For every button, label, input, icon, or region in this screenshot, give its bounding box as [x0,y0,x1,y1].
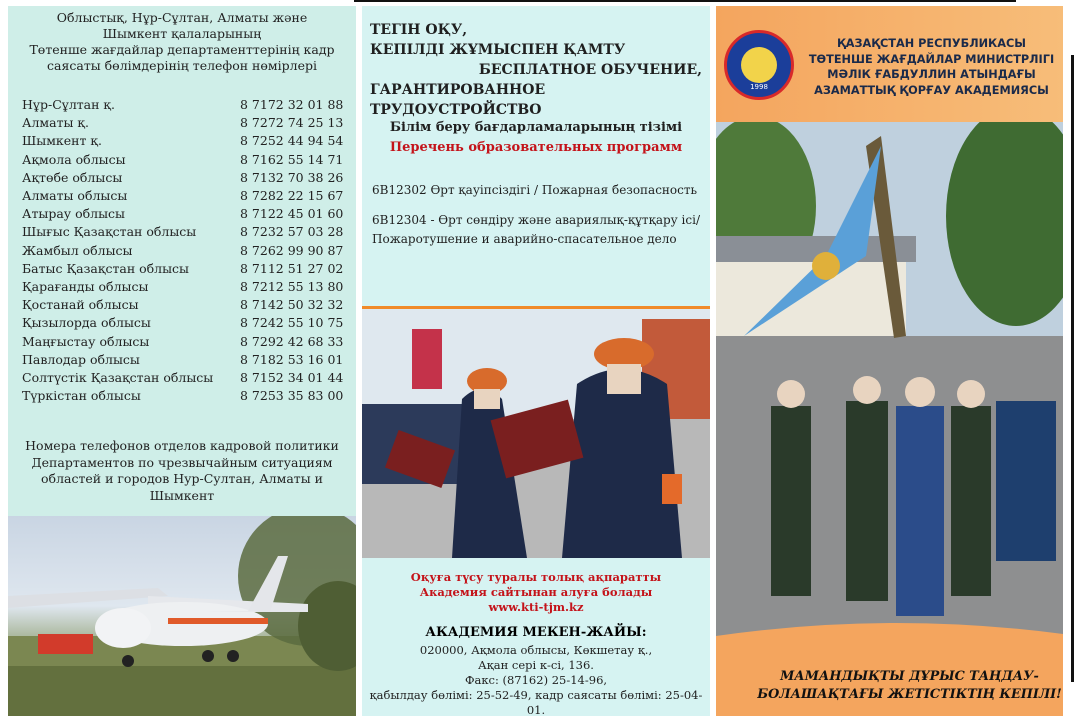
fax-line: Факс: (87162) 25-14-96, [464,673,608,687]
contact-panel [362,558,710,716]
phone-row [22,260,343,278]
programs-heading-ru: Перечень образовательных программ [389,140,683,155]
phone-row [22,351,343,369]
region-name: Атырау облысы [22,206,126,222]
title-kz-line: ТЕГІН ОҚУ, [370,22,468,38]
address-line: 020000, Ақмола облысы, Көкшетау қ., [419,643,653,657]
region-name: Батыс Қазақстан облысы [22,260,190,276]
region-name: Солтүстік Қазақстан облысы [22,370,214,386]
header-line: Облыстық, Нұр-Сұлтан, Алматы және [56,10,308,25]
right-rule [1071,55,1074,682]
phone-panel-footer [8,438,356,504]
phone-row [22,169,343,187]
region-name: Қызылорда облысы [22,315,151,331]
phone-number: 8 7152 34 01 44 [240,370,344,386]
header-line: Төтенше жағдайлар департаменттерінің кадр [29,42,335,57]
phone-row [22,387,343,405]
academy-name [804,36,1059,98]
phone-number: 8 7282 22 15 67 [240,188,344,204]
info-line: Оқуға түсу туралы толық ақпаратты [410,570,662,584]
phone-row [22,205,343,223]
phone-row [22,114,343,132]
title-kz-line: КЕПІЛДІ ЖҰМЫСПЕН ҚАМТУ [370,42,626,58]
programs-panel [362,6,710,306]
phone-row [22,333,343,351]
aircraft-photo [8,516,356,716]
phone-row [22,278,343,296]
phone-number: 8 7112 51 27 02 [240,260,344,276]
academy-name-line: МӘЛІК ҒАБДУЛЛИН АТЫНДАҒЫ [827,68,1036,81]
region-name: Алматы облысы [22,188,128,204]
hr-phone-panel [8,6,356,516]
region-name: Түркістан облысы [22,388,141,404]
phone-table [22,96,343,405]
address-line: Ақан сері к-сі, 136. [478,658,594,672]
slogan [756,668,1063,716]
title-ru-line: ГАРАНТИРОВАННОЕ ТРУДОУСТРОЙСТВО [370,82,546,118]
phone-row [22,187,343,205]
phone-number: 8 7122 45 01 60 [240,206,344,222]
phone-row [22,132,343,150]
phone-number: 8 7242 55 10 75 [240,315,344,331]
departments-line: қабылдау бөлімі: 25-52-49, кадр саясаты бөлімі: 25-04-01. [369,688,703,717]
phone-number: 8 7162 55 14 71 [240,151,344,167]
footer-line: Шымкент [149,487,215,503]
emblem-year: 1998 [750,83,768,91]
phone-row [22,369,343,387]
region-name: Жамбыл облысы [22,242,133,258]
academy-name-line: ҚАЗАҚСТАН РЕСПУБЛИКАСЫ [836,37,1027,50]
footer-line: Номера телефонов отделов кадровой политики [25,438,339,453]
phone-number: 8 7232 57 03 28 [240,224,344,240]
phone-panel-header [8,6,356,74]
aircraft-illustration [8,516,356,716]
region-name: Алматы қ. [22,115,89,131]
academy-emblem-icon [724,30,794,100]
phone-row [22,314,343,332]
phone-number: 8 7212 55 13 80 [240,279,344,295]
slogan-line: МАМАНДЫҚТЫ ДҰРЫС ТАҢДАУ- [780,669,1039,684]
region-name: Шығыс Қазақстан облысы [22,224,197,240]
region-name: Павлодар облысы [22,351,140,367]
footer-line: Департаментов по чрезвычайным ситуациям [31,454,333,470]
phone-row [22,296,343,314]
phone-row [22,242,343,260]
info-line: Академия сайтынан алуға болады [419,585,653,599]
phone-number: 8 7172 32 01 88 [240,97,344,112]
footer-line: областей и городов Нур-Султан, Алматы и [41,471,323,486]
program-item: 6В12302 Өрт қауіпсіздігі / Пожарная безопасность [372,183,698,197]
academy-cover-panel [716,6,1063,716]
title-kz [370,20,625,60]
website-link[interactable]: www.kti-tjm.kz [488,600,584,614]
phone-row [22,223,343,241]
academy-name-line: ТӨТЕНШЕ ЖАҒДАЙЛАР МИНИСТРЛІГІ [808,52,1055,66]
region-name: Нұр-Сұлтан қ. [22,97,115,112]
phone-number: 8 7272 74 25 13 [240,115,344,131]
region-name: Қостанай облысы [22,297,139,313]
academy-name-line: АЗАМАТТЫҚ ҚОРҒАУ АКАДЕМИЯСЫ [814,83,1049,97]
slogan-line: БОЛАШАҚТАҒЫ ЖЕТІСТІКТІҢ КЕПІЛІ! [757,687,1062,702]
program-line: Пожаротушение и аварийно-спасательное дело [372,232,677,246]
programs-heading-kz: Білім беру бағдарламаларының тізімі [389,120,683,135]
top-rule [354,0,1016,2]
program-item [372,211,700,249]
region-name: Ақмола облысы [22,151,126,167]
address-heading: АКАДЕМИЯ МЕКЕН-ЖАЙЫ: [425,625,647,640]
phone-number: 8 7252 44 94 54 [240,133,344,149]
oath-ceremony-photo [362,306,710,561]
phone-number: 8 7182 53 16 01 [240,351,344,367]
header-line: саясаты бөлімдерінің телефон нөмірлері [47,58,317,73]
phone-row [22,96,343,114]
phone-number: 8 7292 42 68 33 [240,333,344,349]
ceremony-illustration [362,309,710,558]
program-line: 6В12304 - Өрт сөндіру және авариялық-құтқару ісі/ [372,213,700,227]
phone-row [22,151,343,169]
phone-number: 8 7262 99 90 87 [240,242,344,258]
phone-number: 8 7253 35 83 00 [240,388,344,404]
region-name: Ақтөбе облысы [22,169,123,185]
header-line: Шымкент қалаларының [102,26,262,41]
title-ru-line: БЕСПЛАТНОЕ ОБУЧЕНИЕ, [478,62,702,78]
region-name: Маңғыстау облысы [22,333,150,349]
region-name: Қарағанды облысы [22,279,149,295]
phone-number: 8 7132 70 38 26 [240,169,344,185]
region-name: Шымкент қ. [22,133,102,149]
phone-number: 8 7142 50 32 32 [240,297,344,313]
